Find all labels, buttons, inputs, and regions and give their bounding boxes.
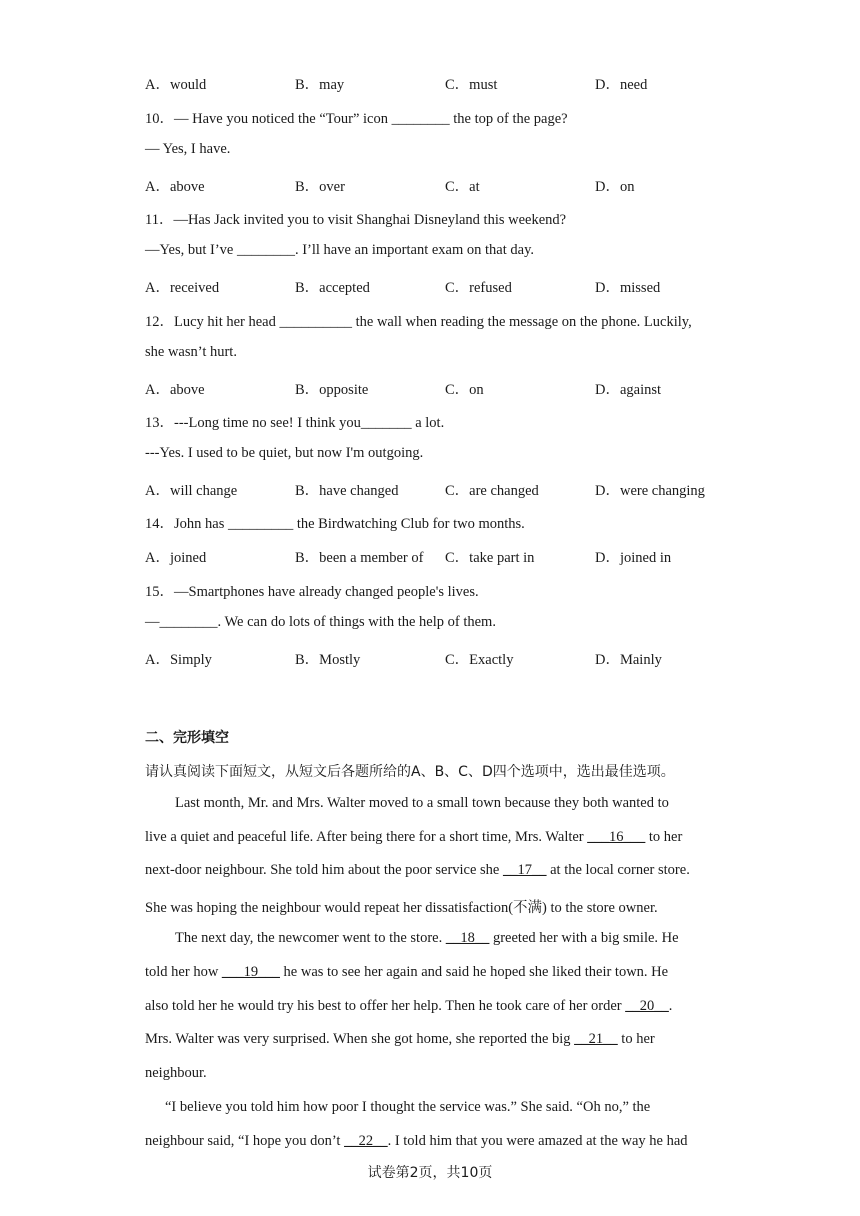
passage-line bbox=[145, 862, 690, 879]
option-b[interactable]: B．over bbox=[295, 179, 345, 195]
q13-reply: ---Yes. I used to be quiet, but now I'm outgoing. bbox=[145, 445, 424, 461]
passage-text: also told her he would try his best to offer her help. Then he took care of her order bbox=[145, 998, 626, 1014]
q10-reply: — Yes, I have. bbox=[145, 141, 231, 157]
option-b[interactable]: B．accepted bbox=[295, 280, 370, 296]
option-b[interactable]: B．have changed bbox=[295, 483, 399, 499]
option-b[interactable]: B．been a member of bbox=[295, 550, 424, 566]
option-d[interactable]: D．were changing bbox=[595, 483, 705, 499]
q15-stem: 15．—Smartphones have already changed people's lives. bbox=[145, 584, 479, 600]
option-c[interactable]: C．at bbox=[445, 179, 480, 195]
option-c[interactable]: C．are changed bbox=[445, 483, 539, 499]
passage-line bbox=[145, 964, 668, 981]
passage-line bbox=[145, 829, 682, 846]
option-a[interactable]: A．above bbox=[145, 179, 205, 195]
passage-text: next-door neighbour. She told him about the poor service she bbox=[145, 862, 503, 878]
passage-line: She was hoping the neighbour would repeat her dissatisfaction(不满) to the store owner. bbox=[145, 900, 658, 916]
option-c[interactable]: C．must bbox=[445, 77, 498, 93]
option-a[interactable]: A．received bbox=[145, 280, 220, 296]
passage-line bbox=[145, 1133, 688, 1150]
passage-text: live a quiet and peaceful life. After being there for a short time, Mrs. Walter bbox=[145, 829, 588, 845]
passage-text: greeted her with a big smile. He bbox=[489, 930, 679, 946]
option-d[interactable]: D．Mainly bbox=[595, 652, 662, 668]
passage-text: told her how bbox=[145, 964, 222, 980]
q14-stem: 14．John has _________ the Birdwatching Club for two months. bbox=[145, 516, 525, 532]
option-a[interactable]: A．joined bbox=[145, 550, 207, 566]
page-footer: 试卷第2页，共10页 bbox=[367, 1165, 493, 1181]
option-a[interactable]: A．above bbox=[145, 382, 205, 398]
option-c[interactable]: C．Exactly bbox=[445, 652, 514, 668]
blank-17[interactable]: __17__ bbox=[503, 862, 547, 878]
q10-stem: 10．— Have you noticed the “Tour” icon ________ the top of the page? bbox=[145, 111, 568, 127]
option-c[interactable]: C．on bbox=[445, 382, 484, 398]
q14-options bbox=[145, 546, 745, 566]
q15-options bbox=[145, 648, 745, 668]
option-d[interactable]: D．on bbox=[595, 179, 635, 195]
passage-line: Last month, Mr. and Mrs. Walter moved to a small town because they both wanted to bbox=[175, 795, 669, 811]
passage-text: at the local corner store. bbox=[546, 862, 690, 878]
option-b[interactable]: B．Mostly bbox=[295, 652, 361, 668]
q13-options bbox=[145, 479, 745, 499]
q12-continuation: she wasn’t hurt. bbox=[145, 344, 237, 360]
option-d[interactable]: D．against bbox=[595, 382, 662, 398]
option-b[interactable]: B．may bbox=[295, 77, 345, 93]
passage-line: “I believe you told him how poor I thought the service was.” She said. “Oh no,” the bbox=[165, 1099, 651, 1115]
blank-21[interactable]: __21__ bbox=[574, 1031, 618, 1047]
q13-stem: 13．---Long time no see! I think you_______ a lot. bbox=[145, 415, 445, 431]
passage-line: neighbour. bbox=[145, 1065, 207, 1081]
passage-text: to her bbox=[645, 829, 683, 845]
passage-text: . bbox=[668, 998, 673, 1014]
blank-22[interactable]: __22__ bbox=[344, 1133, 388, 1149]
option-b[interactable]: B．opposite bbox=[295, 382, 369, 398]
option-c[interactable]: C．refused bbox=[445, 280, 512, 296]
blank-19[interactable]: ___19___ bbox=[221, 964, 280, 980]
q11-stem: 11．—Has Jack invited you to visit Shanghai Disneyland this weekend? bbox=[145, 212, 567, 228]
q10-options bbox=[145, 175, 745, 195]
q11-reply: —Yes, but I’ve ________. I’ll have an important exam on that day. bbox=[145, 242, 535, 258]
blank-18[interactable]: __18__ bbox=[445, 930, 490, 946]
option-d[interactable]: D．missed bbox=[595, 280, 661, 296]
passage-text: neighbour said, “I hope you don’t bbox=[145, 1133, 345, 1149]
blank-20[interactable]: __20__ bbox=[625, 998, 669, 1014]
passage-line bbox=[145, 930, 679, 947]
passage-line bbox=[145, 1031, 655, 1048]
section-instruction: 请认真阅读下面短文，从短文后各题所给的A、B、C、D四个选项中，选出最佳选项。 bbox=[145, 764, 675, 780]
passage-text: . I told him that you were amazed at the way he had bbox=[387, 1133, 688, 1149]
option-d[interactable]: D．need bbox=[595, 77, 648, 93]
blank-16[interactable]: ___16___ bbox=[587, 829, 646, 845]
section-heading: 二、完形填空 bbox=[145, 730, 229, 746]
option-a[interactable]: A．Simply bbox=[145, 652, 212, 668]
option-a[interactable]: A．will change bbox=[145, 483, 238, 499]
q9-options bbox=[145, 73, 745, 93]
option-d[interactable]: D．joined in bbox=[595, 550, 672, 566]
option-c[interactable]: C．take part in bbox=[445, 550, 535, 566]
passage-text: Mrs. Walter was very surprised. When she got home, she reported the big bbox=[145, 1031, 575, 1047]
q11-options bbox=[145, 276, 745, 296]
passage-text: to her bbox=[617, 1031, 655, 1047]
q12-stem: 12．Lucy hit her head __________ the wall when reading the message on the phone. Luckily, bbox=[145, 314, 692, 330]
q15-reply: —________. We can do lots of things with the help of them. bbox=[145, 614, 496, 630]
passage-text: he was to see her again and said he hoped she liked their town. He bbox=[279, 964, 669, 980]
passage-text: The next day, the newcomer went to the store. bbox=[175, 930, 446, 946]
passage-line bbox=[145, 998, 672, 1015]
q12-options bbox=[145, 378, 745, 398]
option-a[interactable]: A．would bbox=[145, 77, 207, 93]
